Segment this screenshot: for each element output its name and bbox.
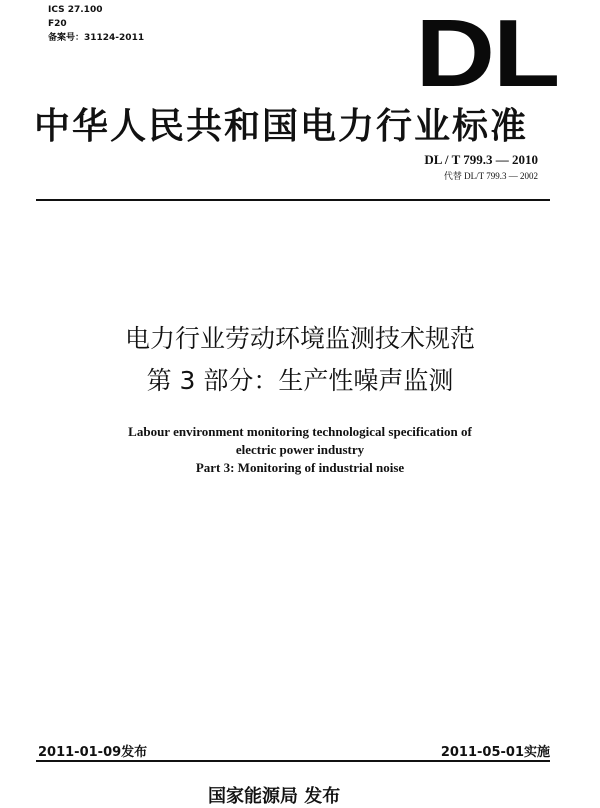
standard-title: 中华人民共和国电力行业标准 — [34, 106, 529, 147]
bottom-divider — [36, 760, 550, 762]
class-code: F20 — [48, 19, 67, 29]
filing-number: 备案号：31124-2011 — [48, 33, 145, 43]
effective-date: 2011-05-01实施 — [440, 745, 550, 760]
ics-code: ICS 27.100 — [48, 5, 103, 15]
dl-logo: DL — [415, 0, 558, 107]
english-title-line-3: Part 3: Monitoring of industrial noise — [195, 460, 405, 475]
standard-number: DL / T 799.3 — 2010 — [424, 152, 538, 167]
top-divider — [36, 199, 550, 201]
issue-date: 2011-01-09发布 — [38, 745, 148, 760]
chinese-title-line-2: 第 3 部分：生产性噪声监测 — [146, 366, 454, 395]
issuing-authority: 国家能源局 发布 — [208, 786, 341, 807]
english-title-line-1: Labour environment monitoring technological specification of — [128, 424, 472, 439]
chinese-title-line-1: 电力行业劳动环境监测技术规范 — [124, 324, 475, 353]
replaces-note: 代替 DL/T 799.3 — 2002 — [443, 171, 538, 181]
chinese-title — [0, 318, 600, 402]
standard-number-block — [424, 152, 538, 184]
english-title-line-2: electric power industry — [235, 442, 365, 457]
english-title — [0, 423, 600, 477]
metadata-block — [48, 3, 144, 45]
